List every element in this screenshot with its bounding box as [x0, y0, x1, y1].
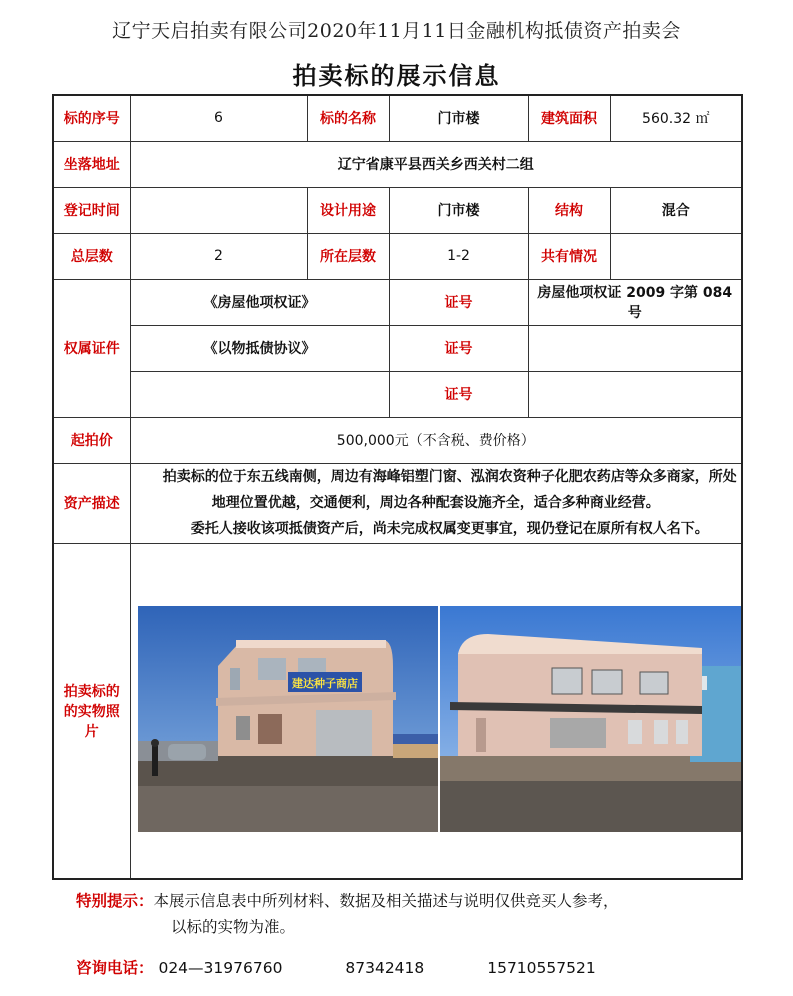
co-owned-label: 共有情况: [528, 233, 610, 279]
cert3-no-value: [528, 371, 742, 417]
cert2-no-label: 证号: [389, 325, 528, 371]
table-row: [53, 141, 742, 187]
reg-time-label: 登记时间: [53, 187, 130, 233]
co-owned-value: [610, 233, 742, 279]
cert3-name: [130, 371, 389, 417]
cert1-no-value: 房屋他项权证 2009 字第 084 号: [528, 279, 742, 325]
cert2-no-value: [528, 325, 742, 371]
notice-line-2: 以标的实物为准。: [171, 918, 296, 936]
phone-number: 024—31976760: [158, 959, 283, 977]
floor-label: 所在层数: [307, 233, 389, 279]
table-row: [53, 279, 742, 325]
area-label: 建筑面积: [528, 95, 610, 141]
total-floors-value: 2: [130, 233, 307, 279]
photos-label: 拍卖标的的实物照片: [53, 543, 130, 879]
cert2-name: 《以物抵债协议》: [130, 325, 389, 371]
building-photo-side: [440, 606, 743, 832]
asset-desc-paragraph-1: 拍卖标的位于东五线南侧，周边有海峰铝塑门窗、泓润农资种子化肥农药店等众多商家，所处地理位置优越，交通便利，周边各种配套设施齐全，适合多种商业经营。: [162, 469, 737, 511]
structure-label: 结构: [528, 187, 610, 233]
design-use-value: 门市楼: [389, 187, 528, 233]
lot-info-table: [52, 94, 743, 880]
asset-desc-paragraph-2: 委托人接收该项抵债资产后，尚未完成权属变更事宜，现仍登记在原所有权人名下。: [190, 521, 709, 537]
start-price-value: 500,000元（不含税、费价格）: [130, 417, 742, 463]
location-label: 坐落地址: [53, 141, 130, 187]
table-row: [53, 325, 742, 371]
lot-no-label: 标的序号: [53, 95, 130, 141]
table-row: [53, 543, 742, 879]
shop-sign-text: 建达种子商店: [291, 676, 358, 690]
notice-line-1: 本展示信息表中所列材料、数据及相关描述与说明仅供竞买人参考，: [153, 892, 619, 910]
auction-header-title: 辽宁天启拍卖有限公司2020年11月11日金融机构抵债资产拍卖会: [112, 20, 681, 42]
contact-label: 咨询电话：: [76, 959, 154, 977]
table-row: [53, 233, 742, 279]
asset-desc-label: 资产描述: [53, 463, 130, 543]
building-photo-front: [138, 606, 438, 832]
contact-phones: [76, 956, 654, 978]
reg-time-value: [130, 187, 307, 233]
phone-number: 87342418: [345, 959, 425, 977]
table-row: [53, 417, 742, 463]
document-title: 拍卖标的展示信息: [292, 62, 501, 90]
total-floors-label: 总层数: [53, 233, 130, 279]
cert3-no-label: 证号: [389, 371, 528, 417]
floor-value: 1-2: [389, 233, 528, 279]
ownership-label: 权属证件: [53, 279, 130, 417]
table-row: [53, 95, 742, 141]
cert1-no-label: 证号: [389, 279, 528, 325]
design-use-label: 设计用途: [307, 187, 389, 233]
table-row: [53, 371, 742, 417]
notice-label: 特别提示：: [76, 892, 154, 910]
table-row: [53, 187, 742, 233]
phone-number: 15710557521: [487, 959, 596, 977]
asset-desc-value: [130, 463, 742, 543]
structure-value: 混合: [610, 187, 742, 233]
start-price-label: 起拍价: [53, 417, 130, 463]
lot-name-value: 门市楼: [389, 95, 528, 141]
lot-no-value: 6: [130, 95, 307, 141]
location-value: 辽宁省康平县西关乡西关村二组: [130, 141, 742, 187]
area-value: 560.32 ㎡: [610, 95, 742, 141]
lot-name-label: 标的名称: [307, 95, 389, 141]
table-row: [53, 463, 742, 543]
cert1-name: 《房屋他项权证》: [130, 279, 389, 325]
special-notice: [76, 888, 619, 940]
photos-cell: [130, 543, 742, 879]
